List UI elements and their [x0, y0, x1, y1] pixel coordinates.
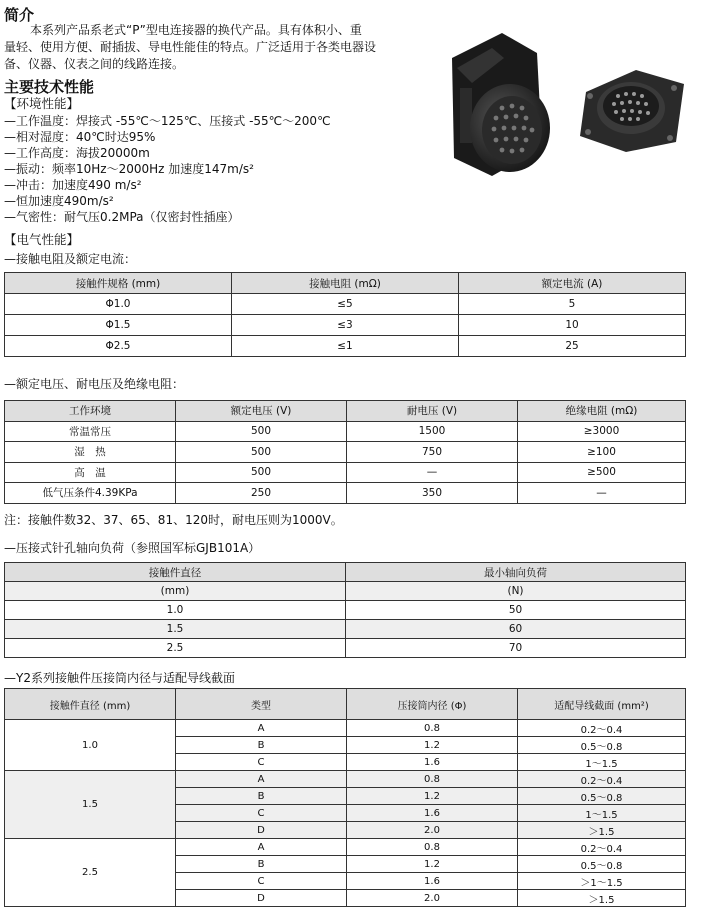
intro-line: 备、仪器、仪表之间的线路连接。: [4, 57, 185, 71]
table-cell: 1.6: [347, 805, 518, 822]
table-cell: —: [347, 462, 518, 483]
env-item: —振动：频率10Hz～2000Hz 加速度147m/s²: [4, 162, 254, 176]
voltage-insulation-table: [4, 400, 686, 504]
intro-title: 简介: [4, 6, 35, 24]
table-cell: ≤5: [232, 294, 459, 315]
table-cell: 1.2: [347, 788, 518, 805]
env-item: —工作温度：焊接式 -55℃～125℃、压接式 -55℃～200℃: [4, 114, 331, 128]
table-cell: 2.5: [5, 639, 346, 658]
table-cell: 1.5: [5, 771, 176, 839]
table-cell: 350: [347, 483, 518, 504]
table-row: [5, 462, 686, 483]
table-row: [5, 336, 686, 357]
table-cell: C: [176, 873, 347, 890]
table-cell: 1～1.5: [518, 754, 686, 771]
table-cell: 0.2～0.4: [518, 720, 686, 737]
table-cell: 常温常压: [5, 421, 176, 442]
table-cell: Φ1.5: [5, 315, 232, 336]
table-cell: 750: [347, 442, 518, 463]
table-cell: 湿 热: [5, 442, 176, 463]
table-cell: 1.2: [347, 737, 518, 754]
table2-caption: —额定电压、耐电压及绝缘电阻：: [4, 377, 185, 391]
table-header: 最小轴向负荷: [346, 563, 686, 582]
table-row: [5, 620, 686, 639]
table-row: [5, 315, 686, 336]
table-cell: 2.0: [347, 890, 518, 907]
table-row: [5, 839, 686, 856]
table-cell: 0.5～0.8: [518, 788, 686, 805]
env-item: —气密性：耐气压0.2MPa（仅密封性插座）: [4, 210, 240, 224]
table-header: 工作环境: [5, 401, 176, 422]
table-header: 耐电压 (V): [347, 401, 518, 422]
table-cell: 0.5～0.8: [518, 737, 686, 754]
table-row: [5, 582, 686, 601]
table-cell: (mm): [5, 582, 346, 601]
table-header: 接触件直径 (mm): [5, 689, 176, 720]
table-cell: ＞1.5: [518, 822, 686, 839]
receptacle-connector-image: [576, 62, 688, 154]
table-cell: 1.2: [347, 856, 518, 873]
env-item: —相对湿度：40℃时达95%: [4, 130, 156, 144]
table-cell: 0.8: [347, 720, 518, 737]
axial-load-table: [4, 562, 686, 658]
table-cell: 1500: [347, 421, 518, 442]
table-cell: C: [176, 805, 347, 822]
table-cell: 500: [176, 421, 347, 442]
table-cell: 2.0: [347, 822, 518, 839]
table-header: 接触电阻 (mΩ): [232, 273, 459, 294]
table-cell: 2.5: [5, 839, 176, 907]
table-cell: ≥500: [518, 462, 686, 483]
table-cell: 250: [176, 483, 347, 504]
table-cell: A: [176, 771, 347, 788]
table-cell: 10: [459, 315, 686, 336]
table-cell: 高 温: [5, 462, 176, 483]
table-row: [5, 442, 686, 463]
table-header: 压接筒内径 (Φ): [347, 689, 518, 720]
main-title: 主要技术性能: [4, 78, 95, 96]
table-cell: ≤3: [232, 315, 459, 336]
table-cell: (N): [346, 582, 686, 601]
table-cell: B: [176, 788, 347, 805]
crimp-barrel-table: [4, 688, 686, 907]
table-row: [5, 294, 686, 315]
table-cell: 1.0: [5, 720, 176, 771]
table-cell: A: [176, 839, 347, 856]
table1-caption: —接触电阻及额定电流：: [4, 252, 137, 266]
env-heading: 【环境性能】: [4, 96, 80, 111]
table-row: [5, 483, 686, 504]
table-cell: C: [176, 754, 347, 771]
env-item: —工作高度：海拔20000m: [4, 146, 150, 160]
env-item: —冲击：加速度490 m/s²: [4, 178, 142, 192]
table-row: [5, 601, 686, 620]
table-cell: Φ2.5: [5, 336, 232, 357]
intro-paragraph: [4, 22, 436, 73]
table-cell: 25: [459, 336, 686, 357]
intro-line: 本系列产品系老式“P”型电连接器的换代产品。具有体积小、重: [30, 23, 362, 37]
table-header: 接触件直径: [5, 563, 346, 582]
table-cell: ≥100: [518, 442, 686, 463]
table-cell: A: [176, 720, 347, 737]
table-row: [5, 639, 686, 658]
table-cell: 0.5～0.8: [518, 856, 686, 873]
table4-caption: —Y2系列接触件压接筒内径与适配导线截面: [4, 671, 235, 685]
table3-caption: —压接式针孔轴向负荷（参照国军标GJB101A）: [4, 541, 261, 555]
table-header: 额定电流 (A): [459, 273, 686, 294]
table-cell: —: [518, 483, 686, 504]
table-cell: B: [176, 737, 347, 754]
table-cell: 0.8: [347, 839, 518, 856]
table-cell: 500: [176, 442, 347, 463]
table-cell: 0.2～0.4: [518, 771, 686, 788]
table-row: [5, 421, 686, 442]
table-header: 绝缘电阻 (mΩ): [518, 401, 686, 422]
table-cell: 1.0: [5, 601, 346, 620]
voltage-note: 注：接触件数32、37、65、81、120时，耐电压则为1000V。: [4, 513, 343, 527]
table-cell: 1.6: [347, 754, 518, 771]
table-cell: 低气压条件4.39KPa: [5, 483, 176, 504]
table-cell: 1～1.5: [518, 805, 686, 822]
plug-connector-image: [432, 28, 562, 178]
contact-resistance-table: [4, 272, 686, 357]
table-cell: D: [176, 890, 347, 907]
table-cell: 0.8: [347, 771, 518, 788]
table-cell: D: [176, 822, 347, 839]
table-cell: B: [176, 856, 347, 873]
table-row: [5, 771, 686, 788]
table-cell: 60: [346, 620, 686, 639]
table-cell: 1.5: [5, 620, 346, 639]
intro-line: 量轻、使用方便、耐插拔、导电性能佳的特点。广泛适用于各类电器设: [4, 40, 377, 54]
table-cell: 5: [459, 294, 686, 315]
table-cell: ≥3000: [518, 421, 686, 442]
table-cell: 0.2～0.4: [518, 839, 686, 856]
table-cell: 50: [346, 601, 686, 620]
table-row: [5, 720, 686, 737]
table-header: 类型: [176, 689, 347, 720]
table-cell: 500: [176, 462, 347, 483]
table-header: 接触件规格 (mm): [5, 273, 232, 294]
env-item: —恒加速度490m/s²: [4, 194, 114, 208]
table-cell: 1.6: [347, 873, 518, 890]
elec-heading: 【电气性能】: [4, 232, 80, 247]
table-cell: ≤1: [232, 336, 459, 357]
table-header: 适配导线截面 (mm²): [518, 689, 686, 720]
env-list: [4, 113, 331, 225]
table-header: 额定电压 (V): [176, 401, 347, 422]
table-cell: ＞1.5: [518, 890, 686, 907]
table-cell: ＞1～1.5: [518, 873, 686, 890]
table-cell: Φ1.0: [5, 294, 232, 315]
table-cell: 70: [346, 639, 686, 658]
